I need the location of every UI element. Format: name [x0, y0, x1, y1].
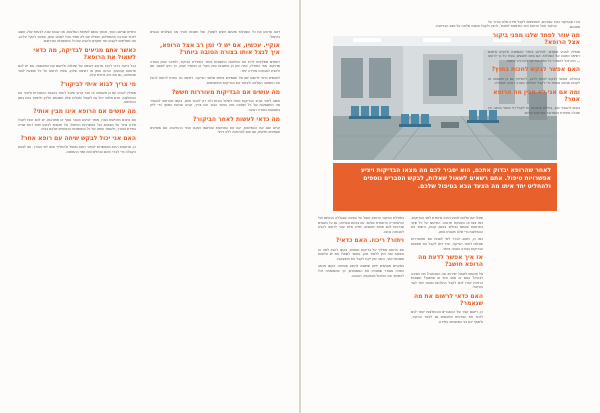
- section-heading: האם כדאי לרשום את מה שנאמר?: [413, 292, 483, 308]
- paragraph: חשוב לזכור שרוב הבדיקות נועדו לשלול בעיות ולא רק לאתר אותן. בקשו מהרופא להסביר מה המשמעות של כל תוצאה ומה הצעד הבא. אם צריך, קבעו פגישת המשך כדי לדון בתוצאות בצורה רגועה.: [150, 98, 280, 112]
- paragraph: לפעמים כדאי לרשום יומן של תסמינים בימים שלפני הביקור. רשימה כזו עוזרת לרופא להבין את התמונה המלאה ולבחור את הבדיקות המתאימות.: [150, 76, 280, 85]
- highlight-callout: לאחר שהרופא יבדוק אתכם, הוא יסביר לכם מה מצאו הבדיקות ויציע אפשרויות טיפול. אתם רשאים לשאול שאלות, לבקש הסברים נוספים ולהחליט יחד איתו מה הצעד הבא בטיפול שלכם.: [333, 163, 557, 211]
- section-heading: מה עושים אם הרופא אינו מבין אותי?: [33, 107, 136, 115]
- paragraph: הימיים שגייסגו נועץ, ואותך אותם לשיחות המלאות, מה שהוא עונה לבעיות שלו. חשוב לזכור שהרבה מהמחלות, ואפילו אם לא תמיד נוכל למנוע אותן, אפשר להקל עליהן. אנו ממליצים לקבוע תור מוקדם ולהגיע עם כל המסמכים הנדרשים.: [18, 30, 136, 44]
- section-heading: מה עושים אם הבדיקות מעוררות חשש?: [171, 88, 280, 96]
- section-heading: ויתור? ריכוז. האם כדאי?: [335, 237, 404, 245]
- paragraph: מומלץ להגיע מוקדם, להירגע בחדר ההמתנה ולהביא איתכם רשימה כתובה של השאלות. אם אתם חוששים, ספרו על כך לרופא — הוא יוכל להסביר כל שלב בבדיקה ולהרגיע אתכם.: [488, 49, 580, 63]
- section-heading: כאשר אתם מגיעים לבדיקה, מה כדאי לשאול את הרופא?: [33, 46, 136, 61]
- paragraph: רופאים ממליצים לרכז את התלונות החשובות ביותר בתחילת הביקור, ולתאר אותן בצורה מדויקת: מתי התחילו, כמה זמן הן נמשכות ומה מקל או מחמיר אותן. כך ניתן לחסוך זמן ולהגיע לאבחנה מהירה יותר.: [150, 59, 280, 73]
- paragraph: בקשו להסביר שוב, במילים פשוטות, או לקבל דף הסבר בכתב. אין שאלה מיותרת כשמדובר בבריאות שלכם.: [488, 106, 580, 115]
- paragraph: כמו כן, חשוב לברר למי לפנות אם מתעוררות שאלות לאחר הביקור, ואיך ניתן לקבל את תוצאות הבדיקות בצורה הנוחה ביותר.: [411, 237, 483, 251]
- right-column-inner: [318, 216, 404, 396]
- section-heading: אז איך אפשר לדעת מה הרופא חושב?: [418, 254, 483, 269]
- paragraph: זכרו שהביקור נועד עבורכם, ושזכותכם לקבל מידע מלא וברור על מצבכם.: [488, 20, 580, 29]
- paragraph: דאגו מראש את כל השאלות שאתם רוצים לשאול, ואל תשכחו לברר מה השלבים הבאים בטיפול.: [150, 30, 280, 39]
- paragraph: כן, רישום קצר של ההסברים וההמלצות יעזור לכם לזכור את הפרטים החשובים גם לאחר הביקור, ולשתף את בני המשפחה במידע.: [411, 310, 483, 324]
- left-column-inner: [150, 30, 280, 395]
- right-column-middle: [411, 216, 483, 396]
- paragraph: קראו שוב את ההמלצות, קנו את התרופות שנרשמו ועקבו אחר ההוראות. אם מופיעים תסמינים חדשים, פנו שוב למרפאה ללא דיחוי.: [150, 125, 280, 135]
- section-heading: האם אפשר לבקש לחכות בחוץ?: [491, 66, 580, 74]
- paragraph: מומלץ להגיע עם בן משפחה או חבר קרוב שיוכל לעזור בהבנת ההסברים ולזכור את ההמלצות. אדם מלווה יכול גם לשאול שאלות שלא חשבתם עליהן ולתמוך בכם בזמן ההמתנה.: [18, 91, 136, 105]
- paragraph: אל תהססו לשאול ישירות: מה האבחנה? מה הסיבה לבעיה? האם זה מצב זמני או ממושך? תשובות ברורות יעזרו לכם לקבל החלטות טובות יותר לגבי הטיפול.: [411, 271, 483, 290]
- paragraph: בכל ביקור כדאי להכין מראש רשימה של שאלות ולרשום את התשובות. אם יש לכם תרופות קבועות, הביאו אותן או רשימה שלהן. ספרו לרופא על כל תופעת לוואי שהופיעה, גם אם היא נראית קלה.: [18, 64, 136, 78]
- section-heading: מה כדאי לעשות לאחר הביקור?: [192, 115, 280, 123]
- left-column-outer: [18, 30, 136, 395]
- paragraph: בתחילת הביקור הרופא ישאל על הסיבה שבגללה הגעתם ועל ההיסטוריה הרפואית שלכם. ענו בכנות ובפירוט, גם על נושאים שנראים לכם פחות חשובים. מידע מלא עוזר לרופא להגיע לאבחנה נכונה.: [318, 216, 404, 234]
- section-heading: ומה אם אני לא מבין מה הרופא אמר?: [493, 88, 580, 103]
- intro-note: הביקור אצל הרופא הוא הזדמנות לשאול, להבין ולקבל תמונה מלאה על מצב הבריאות.: [435, 24, 557, 28]
- section-heading: האם אני יכול לבקש שיחה עם רופא אחר?: [20, 134, 136, 142]
- page-gutter: [299, 0, 301, 413]
- section-heading: מה עוזר לפחד שלנו מפני ביקור אצל הרופא?: [492, 32, 580, 47]
- paragraph: בהחלט. אפשר לבקש לצאת לרגע, להתייעץ עם בן משפחה או לקבוע פגישה נוספת כדי לקבל החלטה בצורה רגועה ושקולה.: [488, 76, 580, 86]
- paragraph: אם הרופא ממליץ על בדיקות נוספות, בקשו להבין למה הן נחוצות ומה ניתן ללמוד מהן. אפשר לשאול אם יש חלופות פשוטות יותר, וכמה זמן ייקח לקבל את התוצאות.: [318, 247, 404, 261]
- paragraph: שאלו אם עליכם לבצע הכנה מיוחדת לפני הבדיקות, כמו צום או הפסקת תרופה. התייעצו על כל שינוי בתרופות שאתם נוטלים באופן קבוע, ורשמו את ההמלצות כדי שלא תשכחו אותן.: [411, 216, 483, 234]
- right-column-outer: [488, 20, 580, 395]
- paragraph: אם אינכם מרגישים בנוח, מותר לבקש הסבר נוסף או מתורגמן. יש לכם זכות לקבל מידע ברור על מצבכם ועל אפשרויות הטיפול. אל תהססו לבקש חוות דעת שנייה במידת הצורך, ולשמור עותק של כל המסמכים הרפואיים שלכם בבית.: [18, 118, 136, 132]
- section-heading: מי צריך לבוא איתי לביקור?: [60, 80, 136, 88]
- paragraph: במקרים מסוימים ייתכן שתופנו לרופא מומחה. בקשו מכתב הפניה מסודר שמפרט את הממצאים, כך שהמומחה יוכל להמשיך את הטיפול מהנקודה הנכונה.: [318, 264, 404, 278]
- paragraph: כן. מרפאות רבות מאפשרות לבחור רופא מטפל ולהחליף אותו לפי הצורך. פנו לצוות הקבלה כדי לברר מהם הנהלים ומה זמני ההמתנה.: [18, 145, 136, 154]
- section-heading: אוקיי. עכשיו, אם יש לי זמן רב אצל הרופא, איך לנצל אותו בצורה הטובה ביותר?: [159, 42, 280, 57]
